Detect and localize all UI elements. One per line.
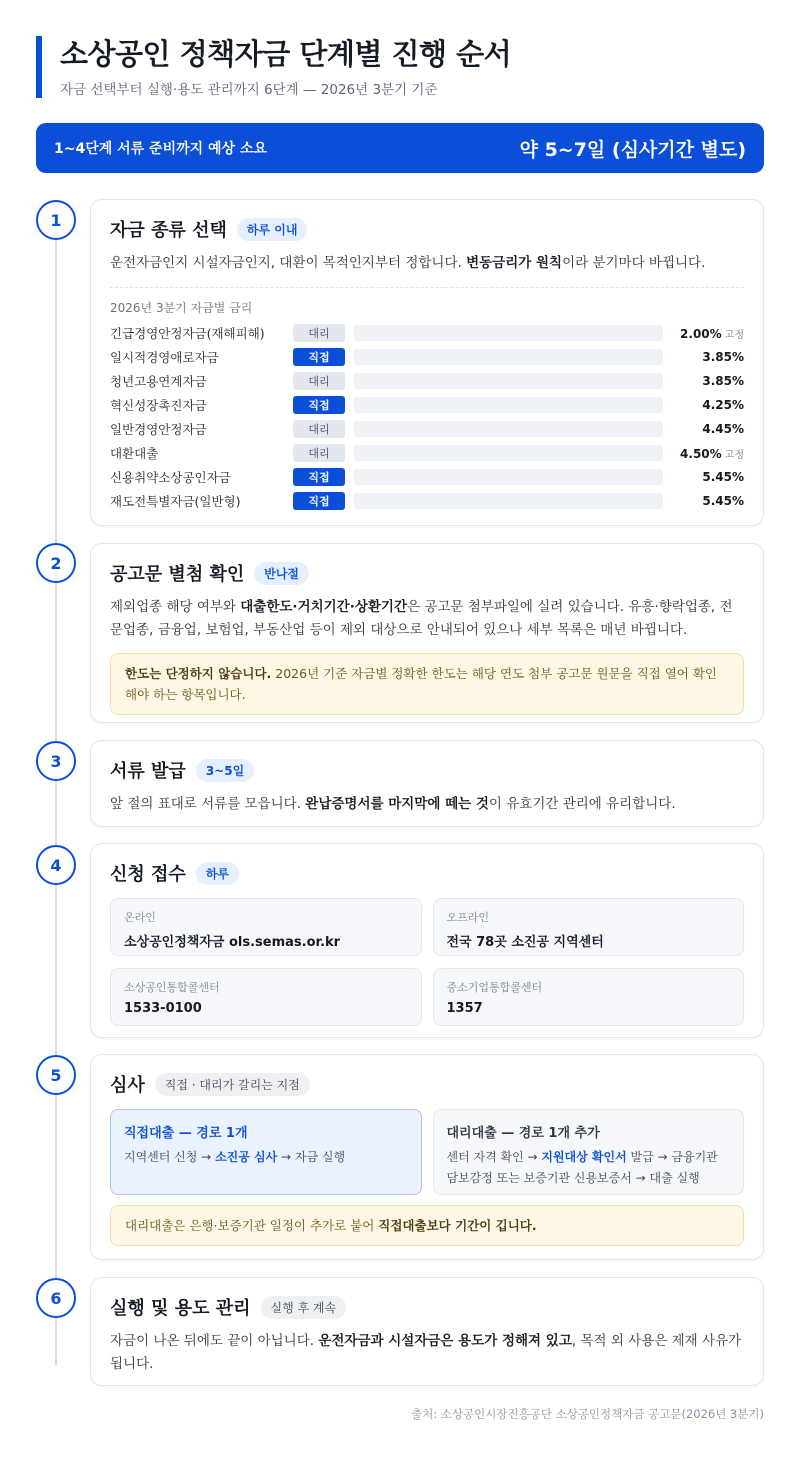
step-number-4: 4 (36, 845, 76, 885)
step-number-1: 1 (36, 200, 76, 240)
step-title: 자금 종류 선택 (110, 220, 227, 241)
rate-bar-fill (354, 349, 552, 365)
rate-value: 3.85% (702, 374, 744, 388)
rate-bar-fill (354, 397, 573, 413)
rate-bar (354, 469, 663, 485)
step-card-2 (90, 543, 764, 723)
rate-row (110, 321, 744, 345)
step-number-3: 3 (36, 741, 76, 781)
rate-value: 5.45% (702, 494, 744, 508)
step-badge: 직접 · 대리가 갈리는 지점 (155, 1073, 310, 1096)
step-title: 심사 (110, 1075, 145, 1096)
summary-banner (36, 123, 764, 173)
loan-type-badge: 대리 (293, 372, 345, 390)
rate-value: 4.45% (702, 422, 744, 436)
fund-name: 재도전특별자금(일반형) (110, 494, 241, 509)
rate-bar (354, 421, 663, 437)
channel-grid (110, 898, 744, 1026)
duration-badge: 하루 (196, 862, 239, 885)
banner-value: 약 5~7일 (심사기간 별도) (519, 138, 746, 161)
limit-note: 한도는 단정하지 않습니다. 2026년 기준 자금별 정확한 한도는 해당 연도 첨부 공고문 원문을 직접 열어 확인해야 하는 항목입니다. (110, 653, 744, 715)
rate-value: 3.85% (702, 350, 744, 364)
rate-bar-fill (354, 445, 586, 461)
route-grid (110, 1109, 744, 1195)
loan-type-badge: 직접 (293, 492, 345, 510)
rate-bar-fill (354, 325, 457, 341)
step-title: 신청 접수 (110, 864, 186, 885)
rate-value: 2.00% 고정 (680, 326, 744, 341)
rate-value: 5.45% (702, 470, 744, 484)
page-title: 소상공인 정책자금 단계별 진행 순서 (60, 37, 512, 71)
step-title: 실행 및 용도 관리 (110, 1298, 251, 1319)
rate-list (110, 321, 744, 513)
timeline-line (55, 225, 57, 1365)
rate-bar-fill (354, 469, 635, 485)
loan-type-badge: 대리 (293, 324, 345, 342)
loan-type-badge: 대리 (293, 444, 345, 462)
agent-loan-route: 대리대출 — 경로 1개 추가 센터 자격 확인 → 지원대상 확인서 발급 → 금융기관 담보감정 또는 보증기관 신용보증서 → 대출 실행 (433, 1109, 745, 1195)
channel-callcenter-smb: 소상공인통합콜센터 1533-0100 (110, 968, 422, 1026)
rate-bar (354, 397, 663, 413)
fixed-rate-tag: 고정 (724, 449, 744, 461)
direct-loan-route: 직접대출 — 경로 1개 지역센터 신청 → 소진공 심사 → 자금 실행 (110, 1109, 422, 1195)
step-description: 제외업종 해당 여부와 대출한도·거치기간·상환기간은 공고문 첨부파일에 실려 있습니다. 유흥·향락업종, 전문업종, 금융업, 보험업, 부동산업 등이 제외 대상으로 안내되어 있으나 세부 목록은 매년 바뀝니다. (110, 599, 733, 638)
step-card-6 (90, 1277, 764, 1386)
agent-loan-note: 대리대출은 은행·보증기관 일정이 추가로 붙어 직접대출보다 기간이 깁니다. (110, 1205, 744, 1246)
fund-name: 신용취약소상공인자금 (110, 470, 231, 485)
rate-bar-fill (354, 373, 552, 389)
rate-row (110, 489, 744, 513)
step-title: 공고문 별첨 확인 (110, 564, 245, 585)
loan-type-badge: 직접 (293, 396, 345, 414)
rate-bar (354, 349, 663, 365)
fund-name: 일반경영안정자금 (110, 422, 207, 437)
loan-type-badge: 직접 (293, 468, 345, 486)
loan-type-badge: 직접 (293, 348, 345, 366)
step-card-1 (90, 199, 764, 526)
step-card-5 (90, 1054, 764, 1260)
channel-offline: 오프라인 전국 78곳 소진공 지역센터 (433, 898, 745, 956)
fund-name: 혁신성장촉진자금 (110, 398, 207, 413)
fixed-rate-tag: 고정 (724, 329, 744, 341)
rate-value: 4.25% (702, 398, 744, 412)
step-description: 앞 절의 표대로 서류를 모읍니다. 완납증명서를 마지막에 떼는 것이 유효기간 관리에 유리합니다. (110, 796, 676, 812)
rate-bar (354, 373, 663, 389)
rate-row (110, 393, 744, 417)
step-description: 자금이 나온 뒤에도 끝이 아닙니다. 운전자금과 시설자금은 용도가 정해져 있고, 목적 외 사용은 제재 사유가 됩니다. (110, 1333, 742, 1372)
step-badge: 실행 후 계속 (261, 1296, 347, 1319)
rate-row (110, 417, 744, 441)
fund-name: 일시적경영애로자금 (110, 350, 219, 365)
duration-badge: 반나절 (254, 562, 309, 585)
rate-bar (354, 445, 663, 461)
page-header (36, 36, 764, 98)
divider (110, 287, 744, 288)
source-footer: 출처: 소상공인시장진흥공단 소상공인정책자금 공고문(2026년 3분기) (411, 1407, 764, 1421)
channel-online: 온라인 소상공인정책자금 ols.semas.or.kr (110, 898, 422, 956)
loan-type-badge: 대리 (293, 420, 345, 438)
duration-badge: 하루 이내 (237, 218, 308, 241)
rate-bar (354, 325, 663, 341)
channel-callcenter-sme: 중소기업통합콜센터 1357 (433, 968, 745, 1026)
step-number-2: 2 (36, 543, 76, 583)
rate-row (110, 345, 744, 369)
banner-label: 1~4단계 서류 준비까지 예상 소요 (54, 141, 267, 157)
step-card-3 (90, 740, 764, 827)
fund-name: 긴급경영안정자금(재해피해) (110, 326, 265, 341)
rates-title: 2026년 3분기 자금별 금리 (110, 301, 253, 315)
rate-bar (354, 493, 663, 509)
step-number-6: 6 (36, 1278, 76, 1318)
rate-row (110, 369, 744, 393)
rate-row (110, 465, 744, 489)
duration-badge: 3~5일 (196, 759, 254, 782)
rate-bar-fill (354, 421, 583, 437)
rate-bar-fill (354, 493, 635, 509)
page-subtitle: 자금 선택부터 실행·용도 관리까지 6단계 — 2026년 3분기 기준 (60, 82, 438, 98)
step-title: 서류 발급 (110, 761, 186, 782)
step-description: 운전자금인지 시설자금인지, 대환이 목적인지부터 정합니다. 변동금리가 원칙이라 분기마다 바뀝니다. (110, 255, 706, 271)
rate-row (110, 441, 744, 465)
step-number-5: 5 (36, 1055, 76, 1095)
fund-name: 청년고용연계자금 (110, 374, 207, 389)
rate-value: 4.50% 고정 (680, 446, 744, 461)
step-card-4 (90, 843, 764, 1038)
fund-name: 대환대출 (110, 446, 159, 461)
